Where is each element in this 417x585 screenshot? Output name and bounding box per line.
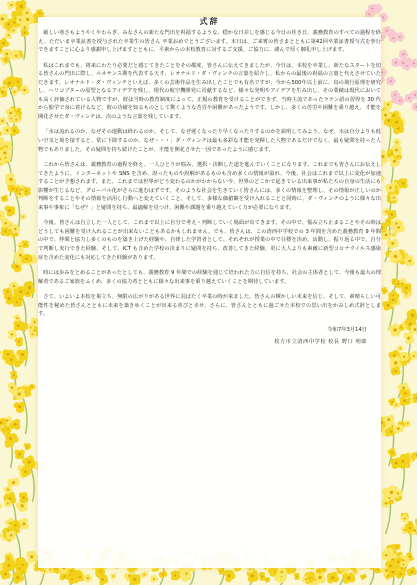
paragraph-expectation: 時には歩みをとめることがあったとしても、義務教育 9 年間での経験を通じて培われた力に自信を持ち、社会の主体者として、今後も最大の理解者であるご家族をふくめ、多くの協力者とともに様々な出来事を乗り越えていくことを期待しています。: [38, 270, 381, 285]
document-title: 式辞: [199, 17, 220, 26]
paragraph-opening: 厳しい寒さもようやくやわらぎ、みなさんの新たな門出を祝福するような、穏かな日差しを感じる今日の佳き日、義務教育のすべての過程を終え、ただいま卒業証書を授与された卒業生の皆さん 卒業おめでとうございます。本日は、ご来賓の皆さまとともに第42回卒業証書授与式を挙行できますことに心より感謝申し上げますとともに、平素からの本校教育に対するご支援、ご協力に、謹んで厚く御礼申し上げます。: [38, 30, 381, 54]
speech-document: [38, 17, 381, 347]
principal-signature: 枚方市立清西中学校 校長 野口 明郎: [274, 339, 367, 346]
paragraph-davinci-quote: 「水は流れるのか、なぜその運動は終わるのか。そして、なぜ遅くなったり早くなったりするのかを説明してみよう。なぜ、水は自分よりも低い空気と境を接すると、常に下降するのか、なぜ・・・」ダ・ヴィンチは最も多彩な才能を発揮した人物であるだけでなく、最も疑問を持った人物でもありました。その疑問を持ち続けたことが、才能を開花させた一因であったように感じます。: [38, 129, 381, 153]
document-date: 令和7年3月14日: [327, 326, 367, 333]
paragraph-closing: さて、いよいよ本校を巣立ち、無限の広がりがある世界に羽ばたく卒業の時が来ました。皆さんの輝かしい未来を信じ、そして、素晴らしい可能性を秘めた皆さんとともに未来を築きゆくことが出来る喜びと幸せ、さらに、皆さんとともに過ごせた本校での思い出をかみしめ式辞とします。: [38, 294, 381, 318]
paragraph-future-society: これから皆さんは、義務教育の過程を終え、一人ひとりが悩み、選択・決断した道を進んでいくことになります。これまでも皆さんにお伝えしてきたように、インターネットや SNS を含め、誤ったものや誤解があるものも含め多くの情報が溢れ、今後、社会はこれまで以上に変化が加速することが予想されます。また、これまでは世界がどう変わるのかがわからない今、世界のどこかで起きている出来事が私たちの自身の生活にも影響が生じるなど、グローバル化がさらに進むはずです。そのような社会を生きていく皆さんには、多くの情報を整理し、その情報が正しいのか判断をすることやその情報を活用し行動へと変えていくこと、そして、多様な価値観を受け入れることと同時に、ダ・ヴィンチのように様々な出来事や事象に「なぜ？」と疑問を持ち、最適解を見つけ、困難や課題を乗り越えていく力が必要になります。: [38, 162, 381, 211]
paragraph-davinci-intro: 私はこれまでも、将来にわたり必要だと感じてきたことをその都度、皆さんに伝えてきましたが、今日は、本校を卒業し、新たなスタートを切る皆さんの門出に際し、ルネサンス期を代表する天才、レオナルド・ダ・ヴィンチの言葉を紹介し、私からの最後の祝福の言葉と代えさせていただきます。レオナルド・ダ・ヴィンチといえば、多くの芸術作品を生み出したことでも有名ですが、今から500年以上前に、鳥の飛行原理を研究し、ヘリコプターの原型となるアイデアを残し、現代の航空機開発に貢献するなど、様々な発明やアイデアを生み出し、その業績は現代においても高く評価されている人物ですが、彼は当時の教育制度によって、正規の教育を受けることができず、当時主流であったラテン語の習得を 30 代から独学で身に着けるなど、彼の功績を知るものとして驚くような苦労や困難があったようです。しかし、多くの苦労や困難を乗り越え、才能を開花させたダ・ヴィンチは、次のような言葉を残しています。: [38, 62, 381, 120]
paragraph-independence: 今後、皆さんは自立した一人として、これまで以上に自分で考え・判断していく場面が出てきます。その中で、悩み立ち止まることやその時はどうしても困難を受け入れることが出来ないこともあるかもしれません。でも、皆さんは、この清西中学校での 3 年間を含めた義務教育 9 年間の中で、仲間と協力し多くのものを築き上げた経験や、自律した学習者として、それぞれが授業の中で目標を決め、活動し、振り返る中で、自分で判断し実行できた経験、そして、ICT も含めた学校の決まりに疑問を持ち、改善してきた経験、更に大人よりも素敵に新型コロナウイルス感染症を含めた変化にも対応してきた経験があります。: [38, 220, 381, 261]
